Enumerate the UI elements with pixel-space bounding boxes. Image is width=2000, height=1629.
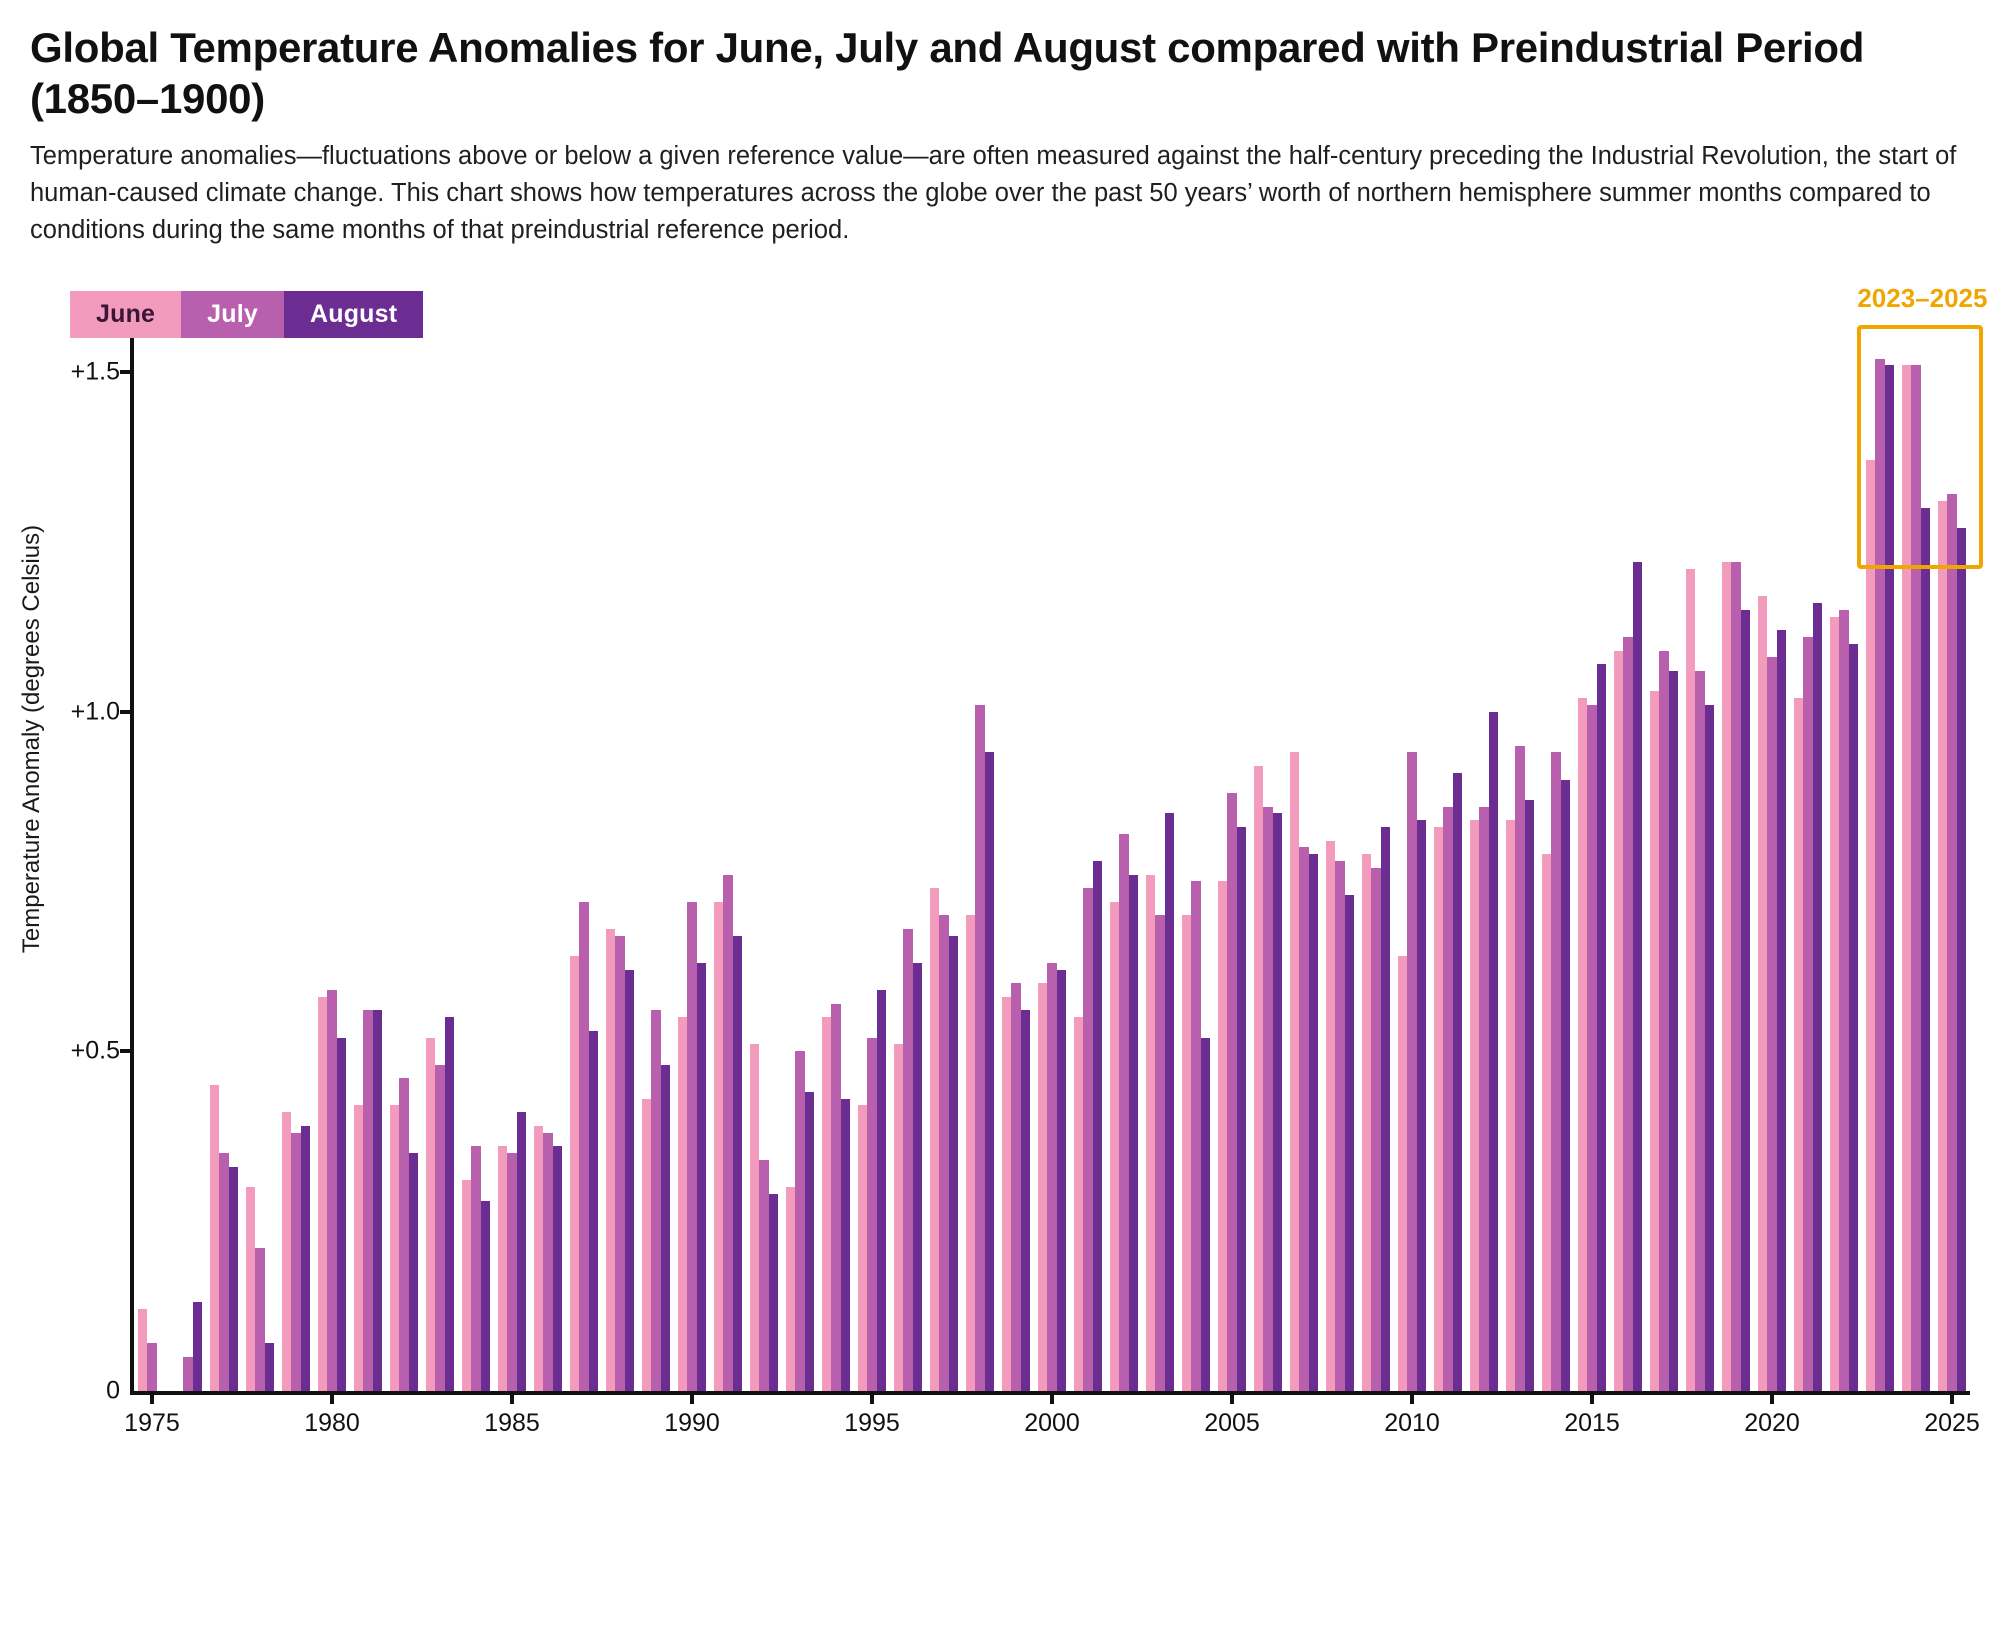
x-axis-tick-mark bbox=[1950, 1391, 1954, 1404]
y-axis-title: Temperature Anomaly (degrees Celsius) bbox=[18, 524, 45, 953]
bar-august-1978 bbox=[265, 1343, 275, 1391]
bar-june-2018 bbox=[1686, 569, 1696, 1391]
bar-july-2012 bbox=[1479, 807, 1489, 1391]
bar-august-1981 bbox=[373, 1010, 383, 1390]
x-axis-tick-mark bbox=[1410, 1391, 1414, 1404]
bar-july-1980 bbox=[327, 990, 337, 1391]
bar-july-1981 bbox=[363, 1010, 373, 1390]
bar-june-1984 bbox=[462, 1180, 472, 1390]
bar-august-1980 bbox=[337, 1038, 347, 1391]
bar-june-1995 bbox=[858, 1105, 868, 1390]
highlight-label-2023-2025: 2023–2025 bbox=[1857, 282, 1988, 313]
bar-june-1980 bbox=[318, 997, 328, 1391]
bar-july-2025 bbox=[1947, 494, 1957, 1390]
bar-august-2017 bbox=[1669, 671, 1679, 1391]
bar-june-2017 bbox=[1650, 691, 1660, 1390]
x-axis-tick-mark bbox=[510, 1391, 514, 1404]
bar-july-1982 bbox=[399, 1078, 409, 1390]
bar-july-2023 bbox=[1875, 359, 1885, 1391]
bar-august-2010 bbox=[1417, 820, 1427, 1390]
bar-july-1994 bbox=[831, 1004, 841, 1391]
bar-july-1989 bbox=[651, 1010, 661, 1390]
x-axis-tick-mark bbox=[1590, 1391, 1594, 1404]
y-axis-tick-label: 0 bbox=[106, 1376, 120, 1405]
bar-june-2014 bbox=[1542, 854, 1552, 1390]
x-axis-tick-mark bbox=[870, 1391, 874, 1404]
bar-july-2002 bbox=[1119, 834, 1129, 1391]
bar-june-1997 bbox=[930, 888, 940, 1390]
bar-august-1977 bbox=[229, 1167, 239, 1391]
legend-item-june bbox=[70, 291, 181, 338]
bar-july-1997 bbox=[939, 915, 949, 1390]
chart-container bbox=[18, 277, 1988, 1467]
bar-june-1994 bbox=[822, 1017, 832, 1390]
bar-july-2010 bbox=[1407, 752, 1417, 1390]
bar-june-2003 bbox=[1146, 875, 1156, 1391]
bar-july-2011 bbox=[1443, 807, 1453, 1391]
bar-july-2020 bbox=[1767, 657, 1777, 1390]
bar-july-2001 bbox=[1083, 888, 1093, 1390]
bar-july-2017 bbox=[1659, 651, 1669, 1391]
bar-august-2020 bbox=[1777, 630, 1787, 1390]
bar-august-2023 bbox=[1885, 365, 1895, 1390]
bar-june-1989 bbox=[642, 1099, 652, 1391]
bar-june-2016 bbox=[1614, 651, 1624, 1391]
x-axis-tick-label: 2005 bbox=[1204, 1408, 1260, 1437]
bar-june-2013 bbox=[1506, 820, 1516, 1390]
bar-august-1989 bbox=[661, 1065, 671, 1391]
bar-june-2004 bbox=[1182, 915, 1192, 1390]
bar-august-2012 bbox=[1489, 712, 1499, 1391]
bar-july-1985 bbox=[507, 1153, 517, 1391]
bar-july-2013 bbox=[1515, 746, 1525, 1391]
bar-june-2024 bbox=[1902, 365, 1912, 1390]
bar-june-2000 bbox=[1038, 983, 1048, 1390]
bar-august-2024 bbox=[1921, 508, 1931, 1391]
bar-june-2001 bbox=[1074, 1017, 1084, 1390]
x-axis-tick-mark bbox=[1770, 1391, 1774, 1404]
bar-august-2002 bbox=[1129, 875, 1139, 1391]
x-axis-tick-label: 1975 bbox=[124, 1408, 180, 1437]
bar-july-1986 bbox=[543, 1133, 553, 1391]
x-axis-tick-label: 1985 bbox=[484, 1408, 540, 1437]
bar-july-1990 bbox=[687, 902, 697, 1391]
bar-june-2025 bbox=[1938, 501, 1948, 1391]
bar-august-2005 bbox=[1237, 827, 1247, 1391]
bar-july-1992 bbox=[759, 1160, 769, 1391]
bar-july-1987 bbox=[579, 902, 589, 1391]
bar-june-1988 bbox=[606, 929, 616, 1391]
bar-june-1990 bbox=[678, 1017, 688, 1390]
bar-june-2023 bbox=[1866, 460, 1876, 1390]
bar-july-1999 bbox=[1011, 983, 1021, 1390]
bar-june-1979 bbox=[282, 1112, 292, 1390]
bar-august-1996 bbox=[913, 963, 923, 1391]
bar-july-1991 bbox=[723, 875, 733, 1391]
bar-august-2014 bbox=[1561, 780, 1571, 1391]
bar-june-2019 bbox=[1722, 562, 1732, 1390]
bar-august-1991 bbox=[733, 936, 743, 1391]
bar-june-2006 bbox=[1254, 766, 1264, 1391]
bar-august-1997 bbox=[949, 936, 959, 1391]
bar-august-2000 bbox=[1057, 970, 1067, 1391]
bar-august-2007 bbox=[1309, 854, 1319, 1390]
bar-june-1996 bbox=[894, 1044, 904, 1390]
bar-august-1998 bbox=[985, 752, 995, 1390]
x-axis-tick-mark bbox=[330, 1391, 334, 1404]
bar-august-1986 bbox=[553, 1146, 563, 1390]
bar-june-2021 bbox=[1794, 698, 1804, 1391]
bar-august-2025 bbox=[1957, 528, 1967, 1390]
bar-june-1992 bbox=[750, 1044, 760, 1390]
bar-june-1978 bbox=[246, 1187, 256, 1391]
bar-august-2001 bbox=[1093, 861, 1103, 1391]
x-axis-tick-label: 2010 bbox=[1384, 1408, 1440, 1437]
bar-august-2021 bbox=[1813, 603, 1823, 1391]
bar-june-1999 bbox=[1002, 997, 1012, 1391]
bar-july-1996 bbox=[903, 929, 913, 1391]
bar-june-2022 bbox=[1830, 617, 1840, 1391]
bar-july-1979 bbox=[291, 1133, 301, 1391]
bar-june-1986 bbox=[534, 1126, 544, 1391]
bar-july-2015 bbox=[1587, 705, 1597, 1391]
y-axis-tick-mark bbox=[120, 1049, 134, 1053]
page-title: Global Temperature Anomalies for June, July and August compared with Preindustrial Period (1850–1900) bbox=[30, 24, 1865, 123]
bar-august-1982 bbox=[409, 1153, 419, 1391]
bars-layer bbox=[134, 291, 1970, 1391]
bar-june-2007 bbox=[1290, 752, 1300, 1390]
bar-july-2022 bbox=[1839, 610, 1849, 1391]
x-axis-tick-label: 2020 bbox=[1744, 1408, 1800, 1437]
bar-august-2003 bbox=[1165, 813, 1175, 1390]
bar-july-1998 bbox=[975, 705, 985, 1391]
bar-july-2006 bbox=[1263, 807, 1273, 1391]
bar-july-1984 bbox=[471, 1146, 481, 1390]
bar-june-1998 bbox=[966, 915, 976, 1390]
page-subtitle: Temperature anomalies—fluctuations above or below a given reference value—are often measured against the half-century preceding the Industrial Revolution, the start of human-caused climate change. This chart shows how temperatures across the globe over the past 50 years’ worth of northern hemisphere summer months compared to conditions during the same months of that preindustrial reference period. bbox=[30, 142, 1957, 244]
bar-august-1994 bbox=[841, 1099, 851, 1391]
bar-august-1993 bbox=[805, 1092, 815, 1391]
x-axis-tick-label: 2000 bbox=[1024, 1408, 1080, 1437]
bar-august-1976 bbox=[193, 1302, 203, 1390]
bar-july-1995 bbox=[867, 1038, 877, 1391]
bar-july-2000 bbox=[1047, 963, 1057, 1391]
bar-july-1993 bbox=[795, 1051, 805, 1391]
x-axis-tick-label: 1995 bbox=[844, 1408, 900, 1437]
bar-august-2019 bbox=[1741, 610, 1751, 1391]
bar-august-1988 bbox=[625, 970, 635, 1391]
bar-june-2010 bbox=[1398, 956, 1408, 1391]
bar-july-2003 bbox=[1155, 915, 1165, 1390]
bar-august-2009 bbox=[1381, 827, 1391, 1391]
bar-june-1981 bbox=[354, 1105, 364, 1390]
bar-august-1995 bbox=[877, 990, 887, 1391]
bar-july-2019 bbox=[1731, 562, 1741, 1390]
x-axis-tick-mark bbox=[1050, 1391, 1054, 1404]
bar-july-2008 bbox=[1335, 861, 1345, 1391]
bar-july-1976 bbox=[183, 1357, 193, 1391]
bar-july-2004 bbox=[1191, 881, 1201, 1390]
bar-july-1975 bbox=[147, 1343, 157, 1391]
bar-july-1988 bbox=[615, 936, 625, 1391]
bar-july-2018 bbox=[1695, 671, 1705, 1391]
bar-june-2015 bbox=[1578, 698, 1588, 1391]
y-axis-tick-mark bbox=[120, 710, 134, 714]
bar-june-2005 bbox=[1218, 881, 1228, 1390]
bar-july-2007 bbox=[1299, 847, 1309, 1390]
bar-june-1993 bbox=[786, 1187, 796, 1391]
bar-june-1982 bbox=[390, 1105, 400, 1390]
bar-june-2020 bbox=[1758, 596, 1768, 1390]
bar-june-1985 bbox=[498, 1146, 508, 1390]
bar-august-2008 bbox=[1345, 895, 1355, 1391]
bar-july-1977 bbox=[219, 1153, 229, 1391]
bar-august-2004 bbox=[1201, 1038, 1211, 1391]
legend-item-label: July bbox=[207, 299, 258, 328]
bar-august-1979 bbox=[301, 1126, 311, 1391]
bar-august-1992 bbox=[769, 1194, 779, 1391]
bar-august-1990 bbox=[697, 963, 707, 1391]
bar-june-2012 bbox=[1470, 820, 1480, 1390]
bar-july-2016 bbox=[1623, 637, 1633, 1391]
bar-august-2011 bbox=[1453, 773, 1463, 1391]
bar-august-2018 bbox=[1705, 705, 1715, 1391]
x-axis-tick-label: 1990 bbox=[664, 1408, 720, 1437]
bar-june-1991 bbox=[714, 902, 724, 1391]
x-axis-tick-label: 2015 bbox=[1564, 1408, 1620, 1437]
bar-august-2013 bbox=[1525, 800, 1535, 1391]
y-axis-tick-label: +0.5 bbox=[70, 1036, 120, 1065]
y-axis-tick-label: +1.0 bbox=[70, 697, 120, 726]
y-axis-tick-label: +1.5 bbox=[70, 357, 120, 386]
bar-august-1983 bbox=[445, 1017, 455, 1390]
bar-august-1987 bbox=[589, 1031, 599, 1391]
bar-june-2008 bbox=[1326, 841, 1336, 1391]
bar-june-1983 bbox=[426, 1038, 436, 1391]
legend-item-august bbox=[284, 291, 423, 338]
chart-legend bbox=[70, 291, 423, 338]
bar-july-1978 bbox=[255, 1248, 265, 1391]
y-axis-tick-mark bbox=[120, 370, 134, 374]
x-axis-tick-mark bbox=[690, 1391, 694, 1404]
bar-july-2009 bbox=[1371, 868, 1381, 1391]
bar-august-1984 bbox=[481, 1201, 491, 1391]
bar-august-1999 bbox=[1021, 1010, 1031, 1390]
bar-august-2022 bbox=[1849, 644, 1859, 1391]
x-axis-tick-label: 2025 bbox=[1924, 1408, 1980, 1437]
bar-august-2006 bbox=[1273, 813, 1283, 1390]
legend-item-label: August bbox=[309, 299, 398, 328]
bar-june-2009 bbox=[1362, 854, 1372, 1390]
x-axis-tick-label: 1980 bbox=[304, 1408, 360, 1437]
bar-june-1977 bbox=[210, 1085, 220, 1391]
bar-august-2015 bbox=[1597, 664, 1607, 1391]
bar-june-2011 bbox=[1434, 827, 1444, 1391]
x-axis-tick-mark bbox=[150, 1391, 154, 1404]
bar-july-2024 bbox=[1911, 365, 1921, 1390]
bar-july-2014 bbox=[1551, 752, 1561, 1390]
x-axis-tick-mark bbox=[1230, 1391, 1234, 1404]
legend-item-label: June bbox=[96, 299, 156, 328]
bar-june-1975 bbox=[138, 1309, 148, 1390]
bar-june-1987 bbox=[570, 956, 580, 1391]
bar-june-2002 bbox=[1110, 902, 1120, 1391]
bar-july-2021 bbox=[1803, 637, 1813, 1391]
bar-july-2005 bbox=[1227, 793, 1237, 1391]
bar-july-1983 bbox=[435, 1065, 445, 1391]
legend-item-july bbox=[181, 291, 284, 338]
bar-august-2016 bbox=[1633, 562, 1643, 1390]
bar-august-1985 bbox=[517, 1112, 527, 1390]
